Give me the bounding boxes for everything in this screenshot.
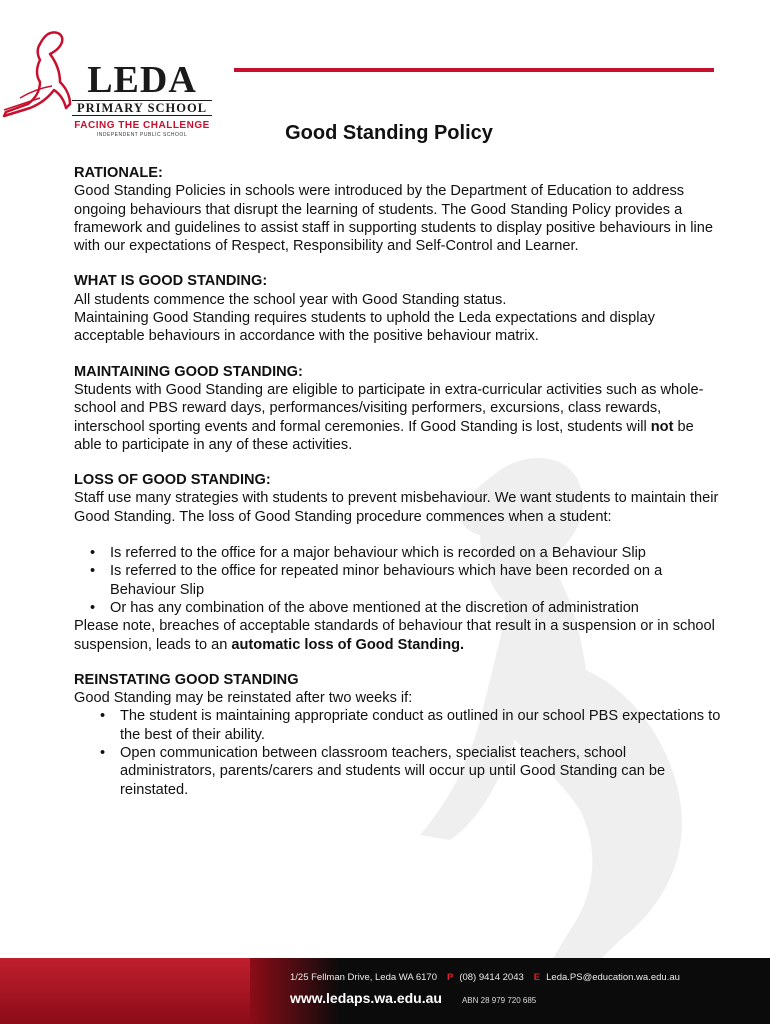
text-span: be able to participate in any of these activities.	[74, 418, 694, 453]
section-rationale	[74, 164, 724, 255]
section-text: Good Standing Policies in schools were introduced by the Department of Education to address ongoing behaviours that disrupt the learning of students. The Good Standing Policy provides a framework and guidelines to assist staff in supporting students to display positive behaviours in line with our expectations of Respect, Responsibility and Self-Control and Learner.	[74, 183, 713, 255]
loss-criteria-list	[74, 544, 724, 617]
logo-tagline: FACING THE CHALLENGE	[74, 120, 210, 131]
section-maintaining	[74, 363, 724, 454]
section-text: Maintaining Good Standing requires students to uphold the Leda expectations and display acceptable behaviours in accordance with the positive behaviour matrix.	[74, 310, 655, 345]
section-heading: RATIONALE:	[74, 165, 163, 181]
reinstating-criteria-list	[74, 707, 724, 798]
footer-email[interactable]: Leda.PS@education.wa.edu.au	[546, 972, 680, 983]
emphasis-text: automatic loss of Good Standing.	[231, 636, 465, 653]
page-title: Good Standing Policy	[285, 122, 493, 144]
section-text: Staff use many strategies with students to prevent misbehaviour. We want students to maintain their Good Standing. The loss of Good Standing procedure commences when a student:	[74, 490, 719, 525]
emphasis-text: not	[650, 418, 674, 435]
email-label: E	[533, 972, 541, 983]
policy-body	[74, 164, 724, 799]
header-divider	[234, 68, 714, 72]
footer-abn: ABN 28 979 720 685	[461, 996, 537, 1005]
section-reinstating	[74, 671, 724, 799]
suspension-note	[74, 617, 724, 654]
phone-label: P	[446, 972, 454, 983]
section-heading: REINSTATING GOOD STANDING	[74, 671, 299, 688]
logo-subtitle: PRIMARY SCHOOL	[72, 100, 212, 116]
footer-web-line	[290, 990, 536, 1008]
list-item: • Is referred to the office for repeated minor behaviours which have been recorded on a Behaviour Slip	[74, 562, 724, 599]
section-heading: MAINTAINING GOOD STANDING:	[74, 363, 303, 380]
footer-website-link[interactable]: www.ledaps.wa.edu.au	[290, 990, 442, 1006]
page-footer	[0, 958, 770, 1024]
text-span: Students with Good Standing are eligible to participate in extra-curricular activities such as whole-school and PBS reward days, performances/visiting performers, excursions, class rewards, interschool sporting events and formal ceremonies. If Good Standing is lost, students will	[74, 381, 704, 435]
list-item: • Or has any combination of the above mentioned at the discretion of administration	[74, 599, 724, 617]
section-text: All students commence the school year with Good Standing status.	[74, 291, 507, 308]
school-logo	[0, 28, 240, 138]
list-item: • Open communication between classroom teachers, specialist teachers, school administrators, parents/carers and students will occur up until Good Standing can be reinstated.	[74, 744, 724, 799]
footer-phone: (08) 9414 2043	[459, 972, 524, 983]
list-item: • Is referred to the office for a major behaviour which is recorded on a Behaviour Slip	[74, 544, 724, 562]
footer-address: 1/25 Fellman Drive, Leda WA 6170	[290, 972, 437, 983]
section-loss	[74, 471, 724, 654]
section-what-is-good-standing	[74, 272, 724, 345]
section-text	[74, 381, 724, 454]
section-heading: LOSS OF GOOD STANDING:	[74, 472, 271, 489]
logo-tagline-small: INDEPENDENT PUBLIC SCHOOL	[96, 132, 188, 138]
section-heading: WHAT IS GOOD STANDING:	[74, 273, 268, 290]
footer-contact-line	[290, 972, 680, 983]
footer-red-band	[0, 958, 250, 1024]
logo-name: LEDA	[87, 59, 197, 101]
text-span: Please note, breaches of acceptable standards of behaviour that result in a suspension or in school suspension, leads to an	[74, 618, 715, 653]
section-text: Good Standing may be reinstated after two weeks if:	[74, 690, 413, 707]
list-item: • The student is maintaining appropriate conduct as outlined in our school PBS expectations to the best of their ability.	[74, 707, 724, 744]
